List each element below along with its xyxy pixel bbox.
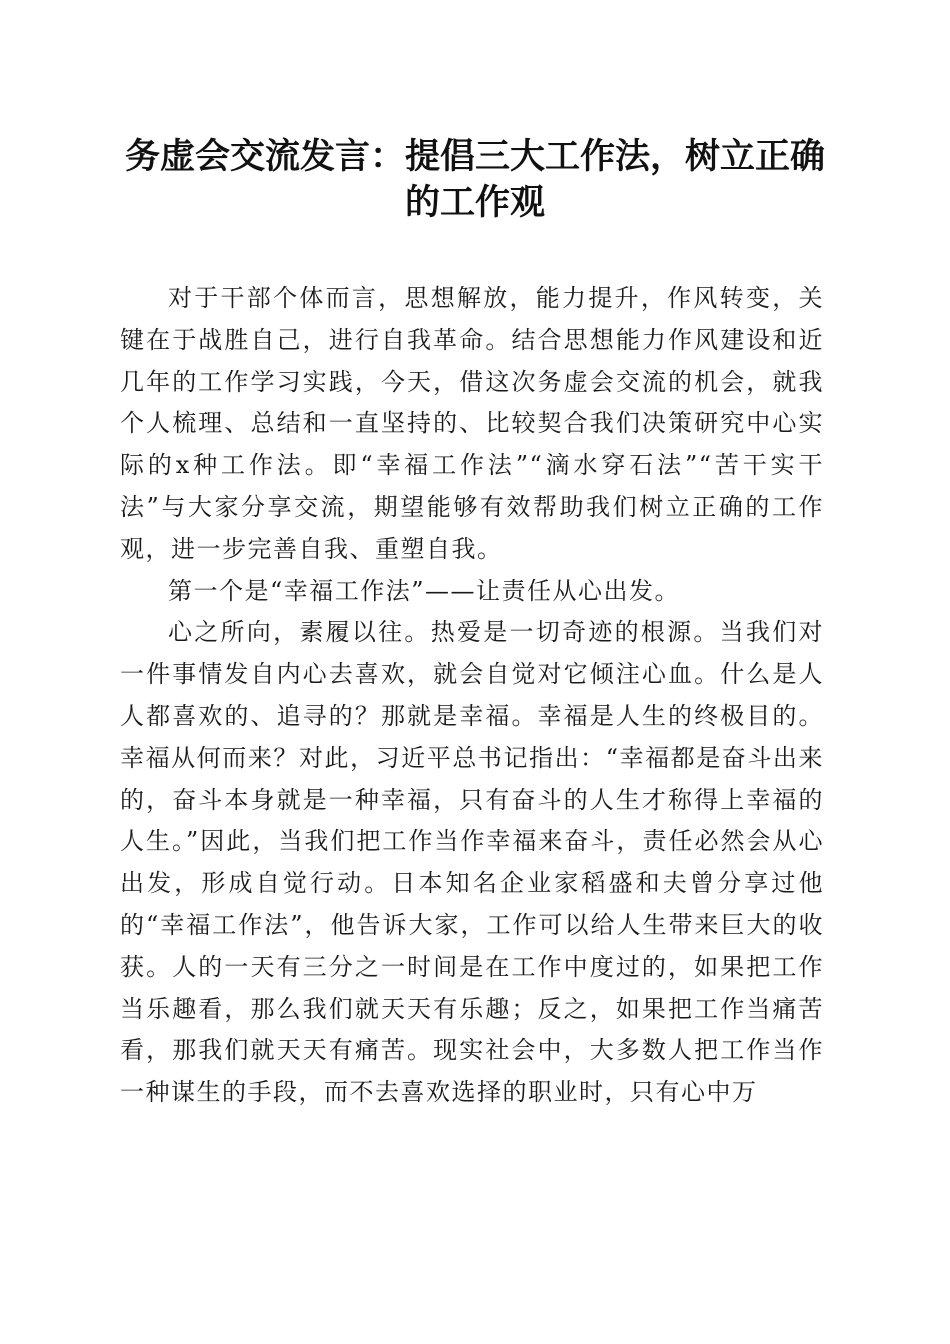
intro-paragraph: 对于干部个体而言，思想解放，能力提升，作风转变，关键在于战胜自己，进行自我革命。结合思想能力作风建设和近几年的工作学习实践，今天，借这次务虚会交流的机会，就我个人梳理、总结和一直坚持的、比较契合我们决策研究中心实际的x种工作法。即“幸福工作法”“滴水穿石法”“苦干实干法”与大家分享交流，期望能够有效帮助我们树立正确的工作观，进一步完善自我、重塑自我。 <box>120 284 824 563</box>
document-body <box>120 278 824 1114</box>
body-paragraph: 心之所向，素履以往。热爱是一切奇迹的根源。当我们对一件事情发自内心去喜欢，就会自觉对它倾注心血。什么是人人都喜欢的、追寻的？那就是幸福。幸福是人生的终极目的。幸福从何而来？对此，习近平总书记指出：“幸福都是奋斗出来的，奋斗本身就是一种幸福，只有奋斗的人生才称得上幸福的人生。”因此，当我们把工作当作幸福来奋斗，责任必然会从心出发，形成自觉行动。日本知名企业家稻盛和夫曾分享过他的“幸福工作法”，他告诉大家，工作可以给人生带来巨大的收获。人的一天有三分之一时间是在工作中度过的，如果把工作当乐趣看，那么我们就天天有乐趣；反之，如果把工作当痛苦看，那我们就天天有痛苦。现实社会中，大多数人把工作当作一种谋生的手段，而不去喜欢选择的职业时，只有心中万 <box>120 618 824 1107</box>
section-heading-paragraph: 第一个是“幸福工作法”——让责任从心出发。 <box>168 576 681 605</box>
document-title: 务虚会交流发言：提倡三大工作法，树立正确的工作观 <box>124 136 825 223</box>
